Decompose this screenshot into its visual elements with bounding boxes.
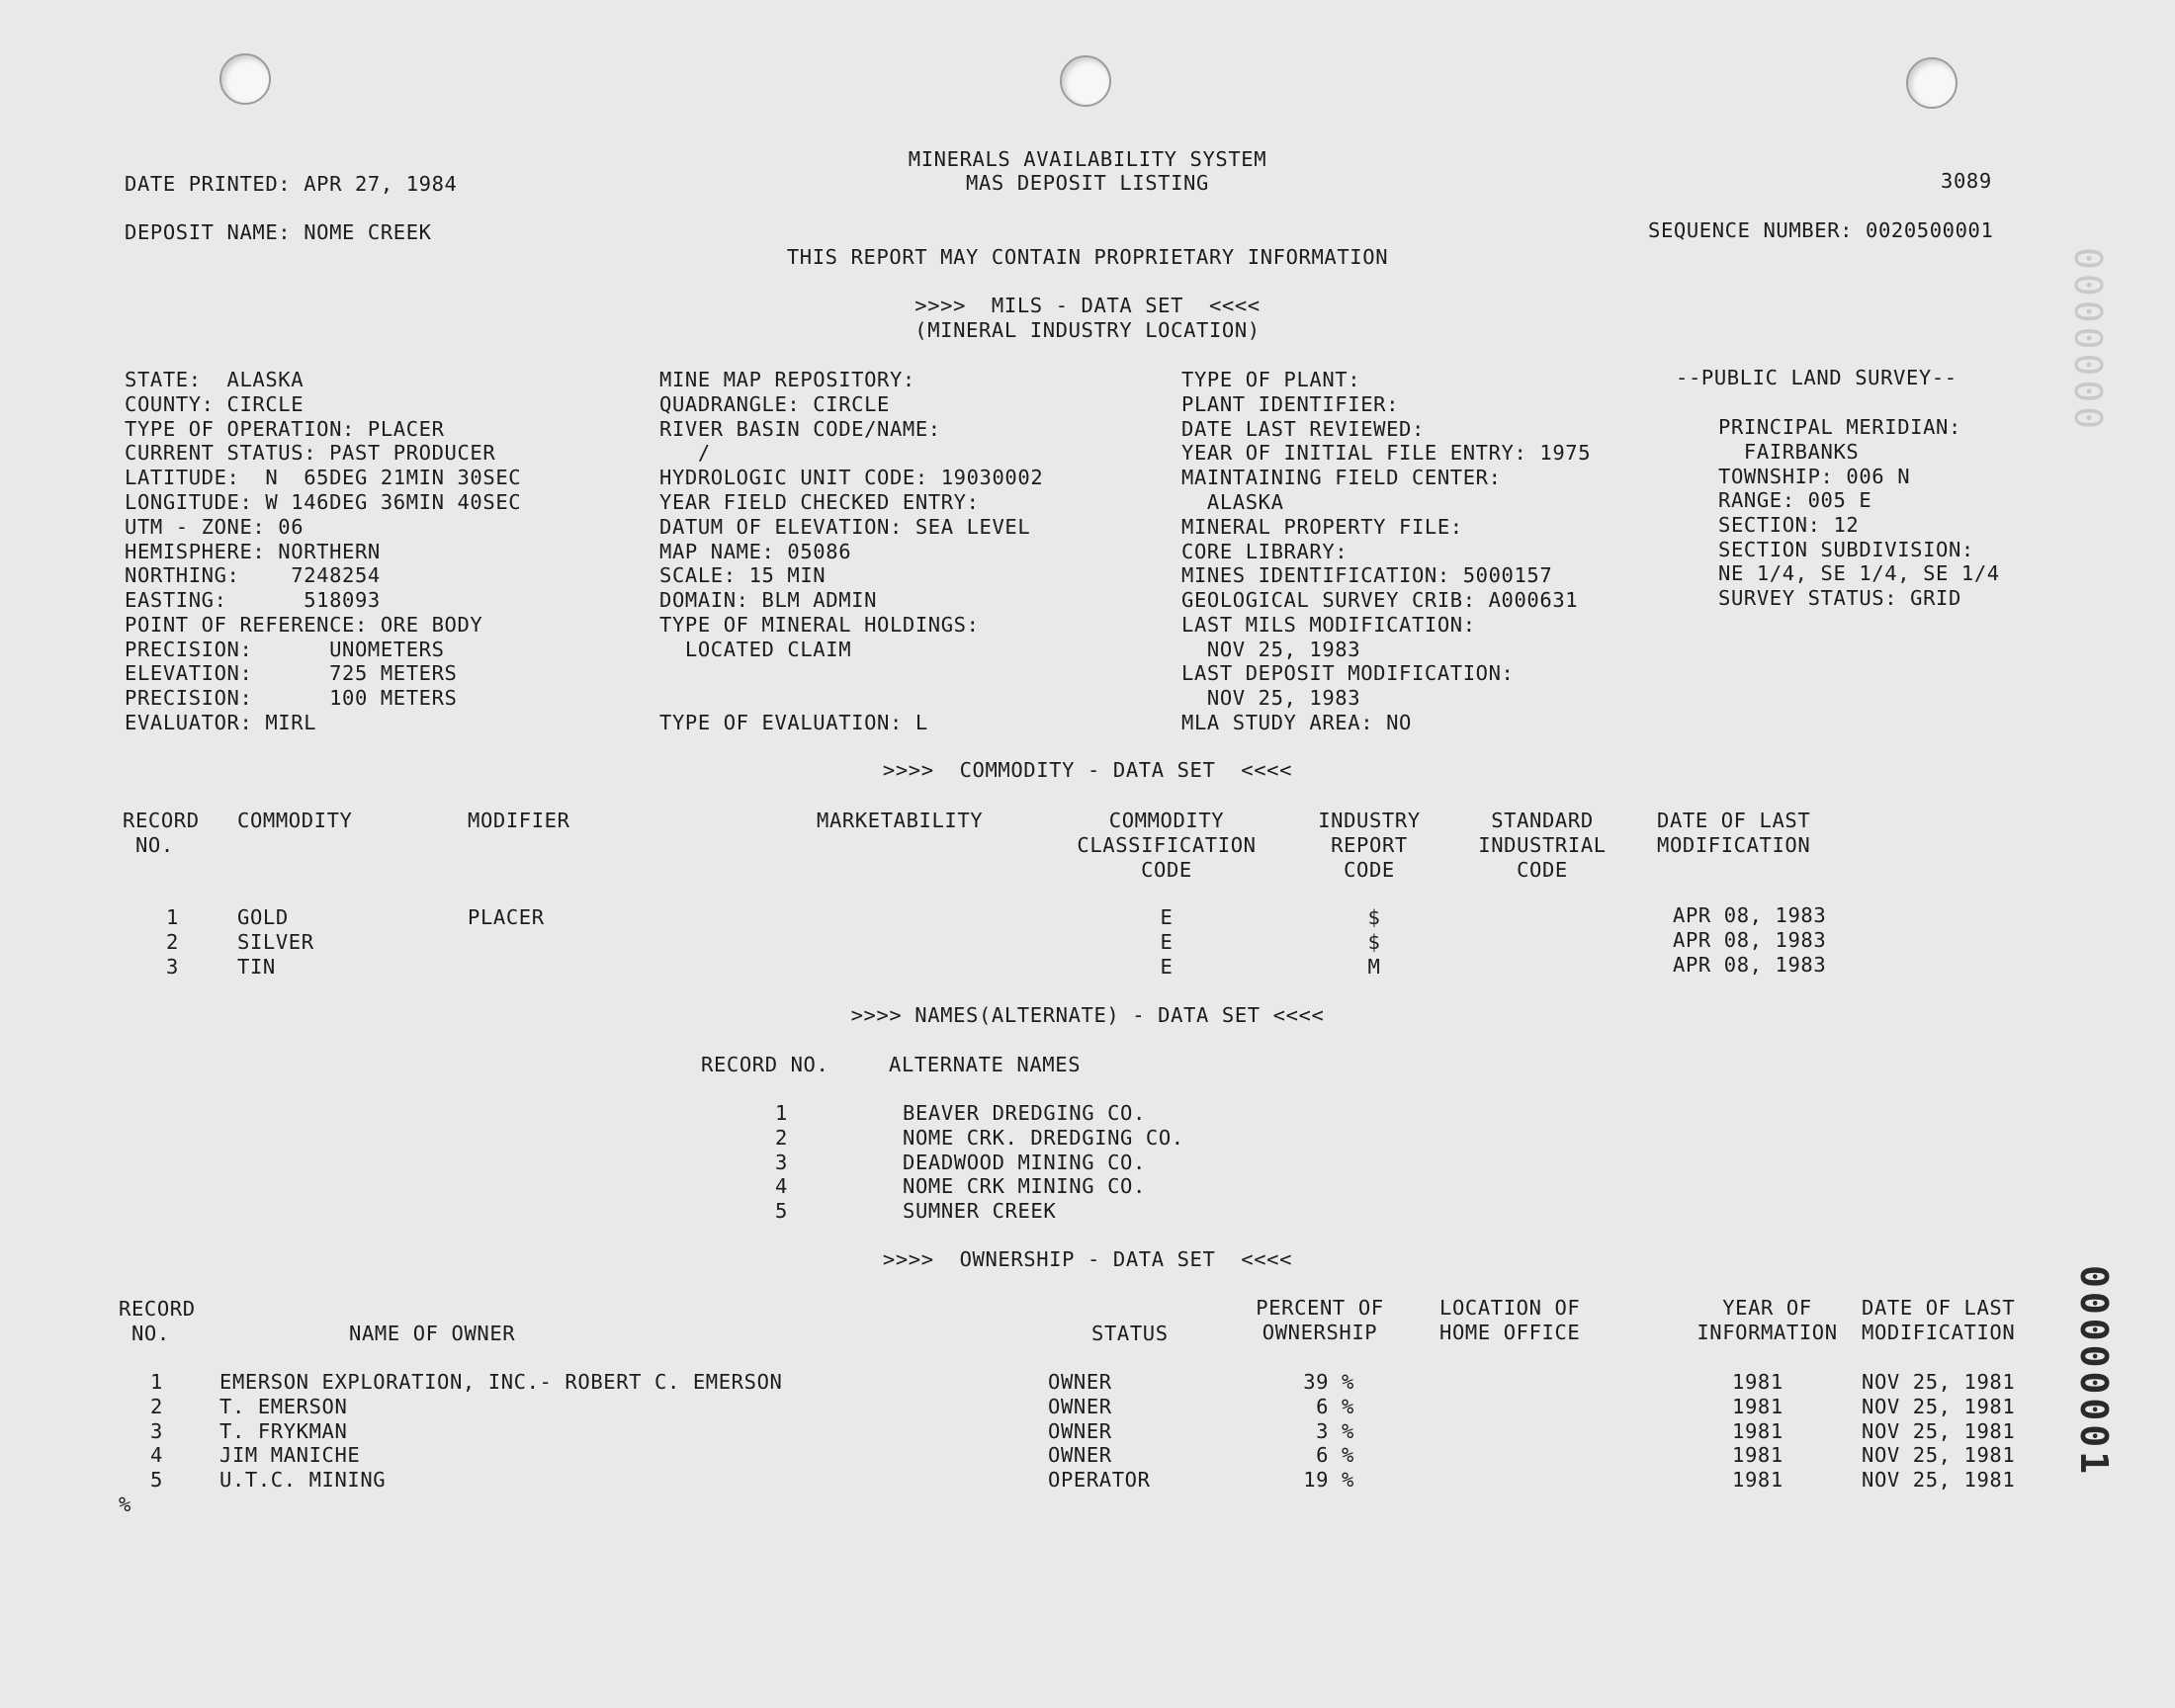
survey-field: SECTION SUBDIVISION:	[1718, 538, 1974, 561]
commodity-class: E	[1160, 930, 1174, 954]
commodity-name: TIN	[237, 955, 276, 979]
alternate-name: NOME CRK. DREDGING CO.	[903, 1126, 1184, 1150]
commodity-industry: $	[1367, 905, 1381, 929]
punch-hole-right	[1906, 57, 1958, 109]
owner-percent: 39 %	[1303, 1370, 1354, 1394]
commodity-header-classification: COMMODITY CLASSIFICATION CODE	[1077, 809, 1257, 882]
mils-field: MINE MAP REPOSITORY:	[659, 368, 915, 391]
commodity-header-marketability: MARKETABILITY	[817, 809, 984, 832]
mils-field: EASTING: 518093	[125, 588, 381, 612]
listing-title: MAS DEPOSIT LISTING	[966, 171, 1209, 195]
mils-field: MINERAL PROPERTY FILE:	[1181, 515, 1463, 539]
owner-name: JIM MANICHE	[219, 1443, 361, 1467]
names-record-no: 3	[775, 1151, 788, 1174]
mils-field: CURRENT STATUS: PAST PRODUCER	[125, 441, 496, 465]
ownership-header-date: DATE OF LAST MODIFICATION	[1862, 1296, 2016, 1344]
mils-field: PRECISION: UNOMETERS	[125, 638, 445, 661]
ownership-record-no: 2	[150, 1395, 163, 1418]
sequence-number: SEQUENCE NUMBER: 0020500001	[1648, 218, 1994, 242]
owner-name: T. EMERSON	[219, 1395, 348, 1418]
commodity-industry: $	[1367, 930, 1381, 954]
commodity-header-commodity: COMMODITY	[237, 809, 353, 832]
owner-name: EMERSON EXPLORATION, INC.- ROBERT C. EMERSON	[219, 1370, 783, 1394]
commodity-header-sic: STANDARD INDUSTRIAL CODE	[1478, 809, 1607, 882]
mils-field: TYPE OF OPERATION: PLACER	[125, 417, 445, 441]
punch-hole-center	[1060, 55, 1111, 107]
owner-year: 1981	[1732, 1370, 1784, 1394]
mils-field: EVALUATOR: MIRL	[125, 711, 317, 734]
mils-field: MAP NAME: 05086	[659, 540, 852, 563]
owner-year: 1981	[1732, 1395, 1784, 1418]
mils-field: GEOLOGICAL SURVEY CRIB: A000631	[1181, 588, 1579, 612]
ownership-header-record: RECORD NO.	[119, 1297, 196, 1345]
commodity-name: GOLD	[237, 905, 289, 929]
names-record-no: 4	[775, 1174, 788, 1198]
mils-field: ALASKA	[1181, 490, 1284, 514]
mils-field: DATE LAST REVIEWED:	[1181, 417, 1425, 441]
mils-field: TYPE OF PLANT:	[1181, 368, 1361, 391]
ownership-record-no: 1	[150, 1370, 163, 1394]
mils-field: NOV 25, 1983	[1181, 686, 1361, 710]
mils-field: LAST MILS MODIFICATION:	[1181, 613, 1476, 637]
alternate-name: DEADWOOD MINING CO.	[903, 1151, 1146, 1174]
ownership-header-year: YEAR OF INFORMATION	[1696, 1296, 1838, 1344]
survey-field: PRINCIPAL MERIDIAN:	[1718, 415, 1961, 439]
mils-field: ELEVATION: 725 METERS	[125, 661, 458, 685]
ownership-section-title: >>>> OWNERSHIP - DATA SET <<<<	[882, 1247, 1293, 1271]
survey-field: RANGE: 005 E	[1718, 488, 1872, 512]
mils-field: LATITUDE: N 65DEG 21MIN 30SEC	[125, 466, 522, 489]
ownership-record-no: 4	[150, 1443, 163, 1467]
mils-field: TYPE OF MINERAL HOLDINGS:	[659, 613, 980, 637]
owner-year: 1981	[1732, 1468, 1784, 1492]
mils-field: HYDROLOGIC UNIT CODE: 19030002	[659, 466, 1044, 489]
commodity-record-no: 1	[166, 905, 179, 929]
owner-year: 1981	[1732, 1419, 1784, 1443]
owner-date: NOV 25, 1981	[1862, 1370, 2016, 1394]
owner-date: NOV 25, 1981	[1862, 1443, 2016, 1467]
names-record-no: 2	[775, 1126, 788, 1150]
commodity-header-record: RECORD NO.	[123, 809, 200, 857]
survey-title: --PUBLIC LAND SURVEY--	[1676, 366, 1958, 389]
ownership-record-no: 3	[150, 1419, 163, 1443]
alternate-name: BEAVER DREDGING CO.	[903, 1101, 1146, 1125]
commodity-section-title: >>>> COMMODITY - DATA SET <<<<	[882, 758, 1293, 782]
alternate-name: SUMNER CREEK	[903, 1199, 1057, 1223]
mils-field: POINT OF REFERENCE: ORE BODY	[125, 613, 483, 637]
survey-field: NE 1/4, SE 1/4, SE 1/4	[1718, 561, 2000, 585]
owner-status: OWNER	[1048, 1443, 1112, 1467]
owner-name: T. FRYKMAN	[219, 1419, 348, 1443]
mils-field: MINES IDENTIFICATION: 5000157	[1181, 563, 1553, 587]
page-number: 3089	[1941, 169, 1992, 193]
punch-hole-left	[219, 53, 271, 105]
mils-field: NOV 25, 1983	[1181, 638, 1361, 661]
names-record-no: 5	[775, 1199, 788, 1223]
survey-field: SURVEY STATUS: GRID	[1718, 586, 1961, 610]
mils-field: LAST DEPOSIT MODIFICATION:	[1181, 661, 1515, 685]
mils-field: TYPE OF EVALUATION: L	[659, 711, 928, 734]
ownership-header-location: LOCATION OF HOME OFFICE	[1439, 1296, 1581, 1344]
commodity-record-no: 3	[166, 955, 179, 979]
commodity-date: APR 08, 1983	[1673, 928, 1827, 952]
mils-field: MAINTAINING FIELD CENTER:	[1181, 466, 1502, 489]
mils-field: YEAR OF INITIAL FILE ENTRY: 1975	[1181, 441, 1592, 465]
proprietary-notice: THIS REPORT MAY CONTAIN PROPRIETARY INFORMATION	[786, 245, 1389, 269]
ownership-header-owner: NAME OF OWNER	[349, 1322, 516, 1345]
owner-status: OPERATOR	[1048, 1468, 1151, 1492]
names-header-record: RECORD NO.	[701, 1053, 829, 1076]
mils-field: NORTHING: 7248254	[125, 563, 381, 587]
commodity-header-modifier: MODIFIER	[468, 809, 570, 832]
owner-percent: 19 %	[1303, 1468, 1354, 1492]
commodity-header-date: DATE OF LAST MODIFICATION	[1657, 809, 1811, 857]
names-section-title: >>>> NAMES(ALTERNATE) - DATA SET <<<<	[850, 1003, 1325, 1027]
commodity-class: E	[1160, 905, 1174, 929]
system-title: MINERALS AVAILABILITY SYSTEM	[908, 147, 1267, 171]
commodity-modifier: PLACER	[468, 905, 545, 929]
owner-status: OWNER	[1048, 1395, 1112, 1418]
mils-field: /	[659, 441, 711, 465]
names-header-names: ALTERNATE NAMES	[889, 1053, 1082, 1076]
mils-field: RIVER BASIN CODE/NAME:	[659, 417, 941, 441]
ownership-record-no: 5	[150, 1468, 163, 1492]
mils-field: PRECISION: 100 METERS	[125, 686, 458, 710]
mils-field: DATUM OF ELEVATION: SEA LEVEL	[659, 515, 1031, 539]
commodity-date: APR 08, 1983	[1673, 903, 1827, 927]
alternate-name: NOME CRK MINING CO.	[903, 1174, 1146, 1198]
owner-date: NOV 25, 1981	[1862, 1395, 2016, 1418]
mils-section-subtitle: (MINERAL INDUSTRY LOCATION)	[914, 318, 1261, 342]
bold-stamp-number: 00000001	[2072, 1265, 2116, 1479]
mils-section-title: >>>> MILS - DATA SET <<<<	[914, 294, 1261, 317]
owner-status: OWNER	[1048, 1419, 1112, 1443]
ownership-footer-mark: %	[119, 1493, 131, 1516]
commodity-class: E	[1160, 955, 1174, 979]
mils-field: DOMAIN: BLM ADMIN	[659, 588, 878, 612]
mils-field: LONGITUDE: W 146DEG 36MIN 40SEC	[125, 490, 522, 514]
owner-year: 1981	[1732, 1443, 1784, 1467]
survey-field: SECTION: 12	[1718, 513, 1860, 537]
owner-date: NOV 25, 1981	[1862, 1468, 2016, 1492]
commodity-name: SILVER	[237, 930, 314, 954]
commodity-header-industry: INDUSTRY REPORT CODE	[1318, 809, 1421, 882]
owner-percent: 3 %	[1316, 1419, 1354, 1443]
commodity-industry: M	[1367, 955, 1381, 979]
deposit-name: DEPOSIT NAME: NOME CREEK	[125, 220, 432, 244]
commodity-date: APR 08, 1983	[1673, 953, 1827, 977]
mils-field: SCALE: 15 MIN	[659, 563, 826, 587]
ownership-header-percent: PERCENT OF OWNERSHIP	[1256, 1296, 1384, 1344]
commodity-record-no: 2	[166, 930, 179, 954]
mils-field: COUNTY: CIRCLE	[125, 392, 304, 416]
mils-field: LOCATED CLAIM	[659, 638, 852, 661]
mils-field: UTM - ZONE: 06	[125, 515, 304, 539]
owner-date: NOV 25, 1981	[1862, 1419, 2016, 1443]
owner-name: U.T.C. MINING	[219, 1468, 387, 1492]
owner-percent: 6 %	[1316, 1443, 1354, 1467]
survey-field: FAIRBANKS	[1718, 440, 1860, 464]
owner-percent: 6 %	[1316, 1395, 1354, 1418]
mils-field: YEAR FIELD CHECKED ENTRY:	[659, 490, 980, 514]
names-record-no: 1	[775, 1101, 788, 1125]
mils-field: PLANT IDENTIFIER:	[1181, 392, 1400, 416]
mils-field: HEMISPHERE: NORTHERN	[125, 540, 381, 563]
faint-stamp-number: 0000000	[2066, 247, 2110, 434]
owner-status: OWNER	[1048, 1370, 1112, 1394]
ownership-header-status: STATUS	[1091, 1322, 1169, 1345]
mils-field: MLA STUDY AREA: NO	[1181, 711, 1412, 734]
mils-field: CORE LIBRARY:	[1181, 540, 1348, 563]
date-printed: DATE PRINTED: APR 27, 1984	[125, 172, 458, 196]
mils-field: QUADRANGLE: CIRCLE	[659, 392, 890, 416]
mils-field: STATE: ALASKA	[125, 368, 304, 391]
survey-field: TOWNSHIP: 006 N	[1718, 465, 1911, 488]
